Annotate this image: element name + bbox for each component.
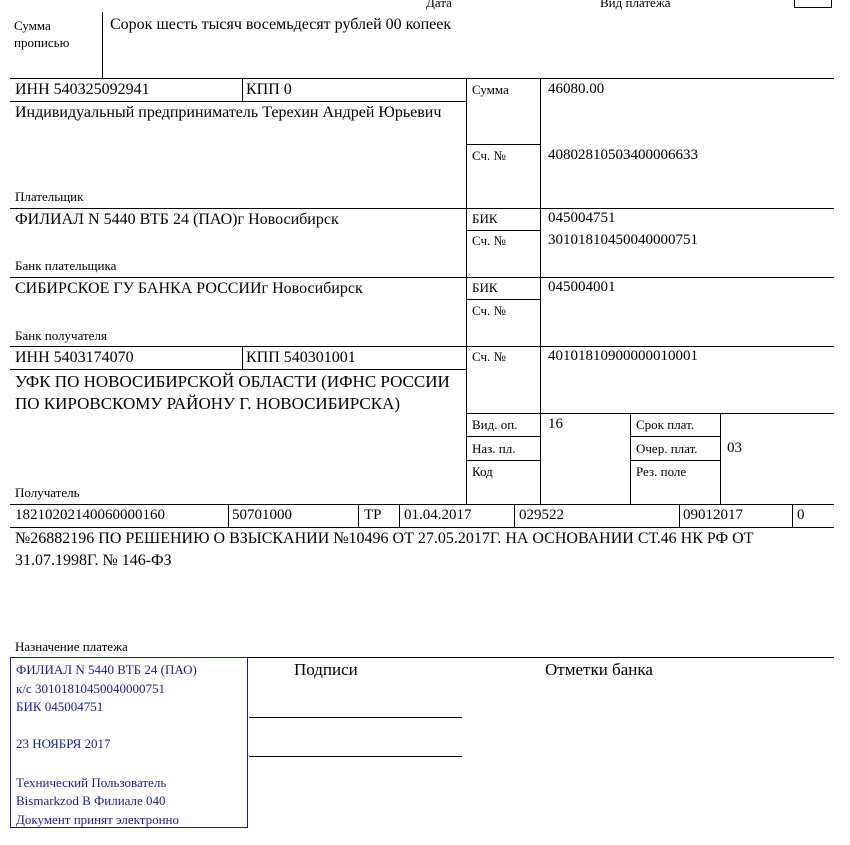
order-label: Очер. плат. (636, 441, 698, 456)
divider (228, 504, 229, 527)
divider (102, 12, 103, 78)
payer-kpp: КПП 0 (246, 81, 292, 98)
divider (242, 346, 243, 369)
divider (10, 527, 834, 528)
divider (10, 277, 834, 278)
payer-account-label: Сч. № (472, 148, 506, 163)
stamp-accepted: Документ принят электронно (16, 812, 179, 827)
payer-bank-label: Банк плательщика (15, 258, 117, 273)
divider (720, 413, 721, 504)
payment-type-value: 0 (797, 507, 805, 523)
sum-label: Сумма (472, 82, 509, 97)
recipient-name-line2: ПО КИРОВСКОМУ РАЙОНУ Г. НОВОСИБИРСКА) (15, 394, 401, 413)
divider (10, 369, 466, 370)
payment-type-label: Вид платежа (600, 0, 671, 10)
amount-words-value: Сорок шесть тысяч восемьдесят рублей 00 копеек (110, 16, 452, 33)
recipient-bik-label: БИК (472, 280, 498, 295)
divider (630, 460, 720, 461)
divider (466, 413, 834, 414)
stamp-date: 23 НОЯБРЯ 2017 (16, 736, 111, 751)
payer-bik-label: БИК (472, 211, 498, 226)
divider (679, 504, 680, 527)
payer-account-value: 40802810503400006633 (548, 147, 698, 163)
signature-line (249, 756, 462, 757)
order-value: 03 (727, 440, 742, 456)
divider (466, 460, 540, 461)
payer-bank-account-label: Сч. № (472, 233, 506, 248)
op-type-value: 16 (548, 416, 563, 432)
purpose-line2: 31.07.1998Г. № 146-ФЗ (15, 552, 172, 569)
payer-label: Плательщик (15, 189, 84, 204)
divider (10, 208, 834, 209)
payer-bank-account-value: 30101810450040000751 (548, 232, 698, 248)
recipient-bank-account-label: Сч. № (472, 303, 506, 318)
bank-marks-label: Отметки банка (545, 660, 653, 679)
payer-bank-name: ФИЛИАЛ N 5440 ВТБ 24 (ПАО)г Новосибирск (15, 211, 339, 228)
divider (630, 436, 720, 437)
divider (10, 78, 834, 79)
recipient-name-line1: УФК ПО НОВОСИБИРСКОЙ ОБЛАСТИ (ИФНС РОССИИ (15, 372, 450, 391)
reserve-label: Рез. поле (636, 464, 687, 479)
purpose-label: Назначение платежа (15, 639, 128, 654)
bank-stamp (10, 657, 248, 828)
stamp-corr-account: к/с 30101810450040000751 (16, 681, 165, 696)
stamp-user: Технический Пользователь (16, 775, 167, 790)
recipient-account-value: 40101810900000010001 (548, 348, 698, 364)
op-type-label: Вид. оп. (472, 417, 518, 432)
recipient-bank-name: СИБИРСКОЕ ГУ БАНКА РОССИИг Новосибирск (15, 280, 363, 297)
divider (10, 346, 834, 347)
divider (630, 413, 631, 504)
divider (10, 101, 466, 102)
divider (242, 78, 243, 101)
signatures-label: Подписи (294, 660, 358, 679)
recipient-label: Получатель (15, 485, 80, 500)
date-label: Дата (426, 0, 452, 10)
oktmo-value: 50701000 (232, 507, 292, 523)
payer-bik-value: 045004751 (548, 210, 616, 226)
recipient-bank-label: Банк получателя (15, 328, 107, 343)
code-label: Код (472, 464, 493, 479)
signature-line (249, 717, 462, 718)
recipient-kpp: КПП 540301001 (246, 349, 356, 366)
payment-type-box (794, 0, 832, 8)
doc-date-value: 09012017 (683, 507, 743, 523)
doc-number-value: 029522 (519, 507, 564, 523)
recipient-account-label: Сч. № (472, 349, 506, 364)
divider (466, 299, 540, 300)
tax-period-value: 01.04.2017 (404, 507, 472, 523)
divider (466, 78, 467, 504)
stamp-bank-name: ФИЛИАЛ N 5440 ВТБ 24 (ПАО) (16, 662, 197, 677)
divider (466, 144, 540, 145)
stamp-bik: БИК 045004751 (16, 699, 104, 714)
term-label: Срок плат. (636, 417, 695, 432)
recipient-bik-value: 045004001 (548, 279, 616, 295)
divider (540, 78, 541, 504)
recipient-inn: ИНН 5403174070 (15, 349, 134, 366)
stamp-branch: Bismarkzod В Филиале 040 (16, 793, 166, 808)
kbk-value: 18210202140060000160 (15, 507, 165, 523)
divider (514, 504, 515, 527)
divider (10, 504, 834, 505)
divider (466, 230, 540, 231)
divider (399, 504, 400, 527)
purpose-line1: №26882196 ПО РЕШЕНИЮ О ВЗЫСКАНИИ №10496 ОТ 27.05.2017Г. НА ОСНОВАНИИ СТ.46 НК РФ ОТ (15, 530, 754, 547)
amount-words-label: Сумма прописью (14, 18, 70, 50)
divider (358, 504, 359, 527)
divider (466, 436, 540, 437)
payer-name: Индивидуальный предприниматель Терехин Андрей Юрьевич (15, 104, 442, 121)
divider (792, 504, 793, 527)
basis-value: ТР (364, 507, 382, 523)
sum-value: 46080.00 (548, 81, 605, 97)
payer-inn: ИНН 540325092941 (15, 81, 150, 98)
purpose-code-label: Наз. пл. (472, 441, 516, 456)
